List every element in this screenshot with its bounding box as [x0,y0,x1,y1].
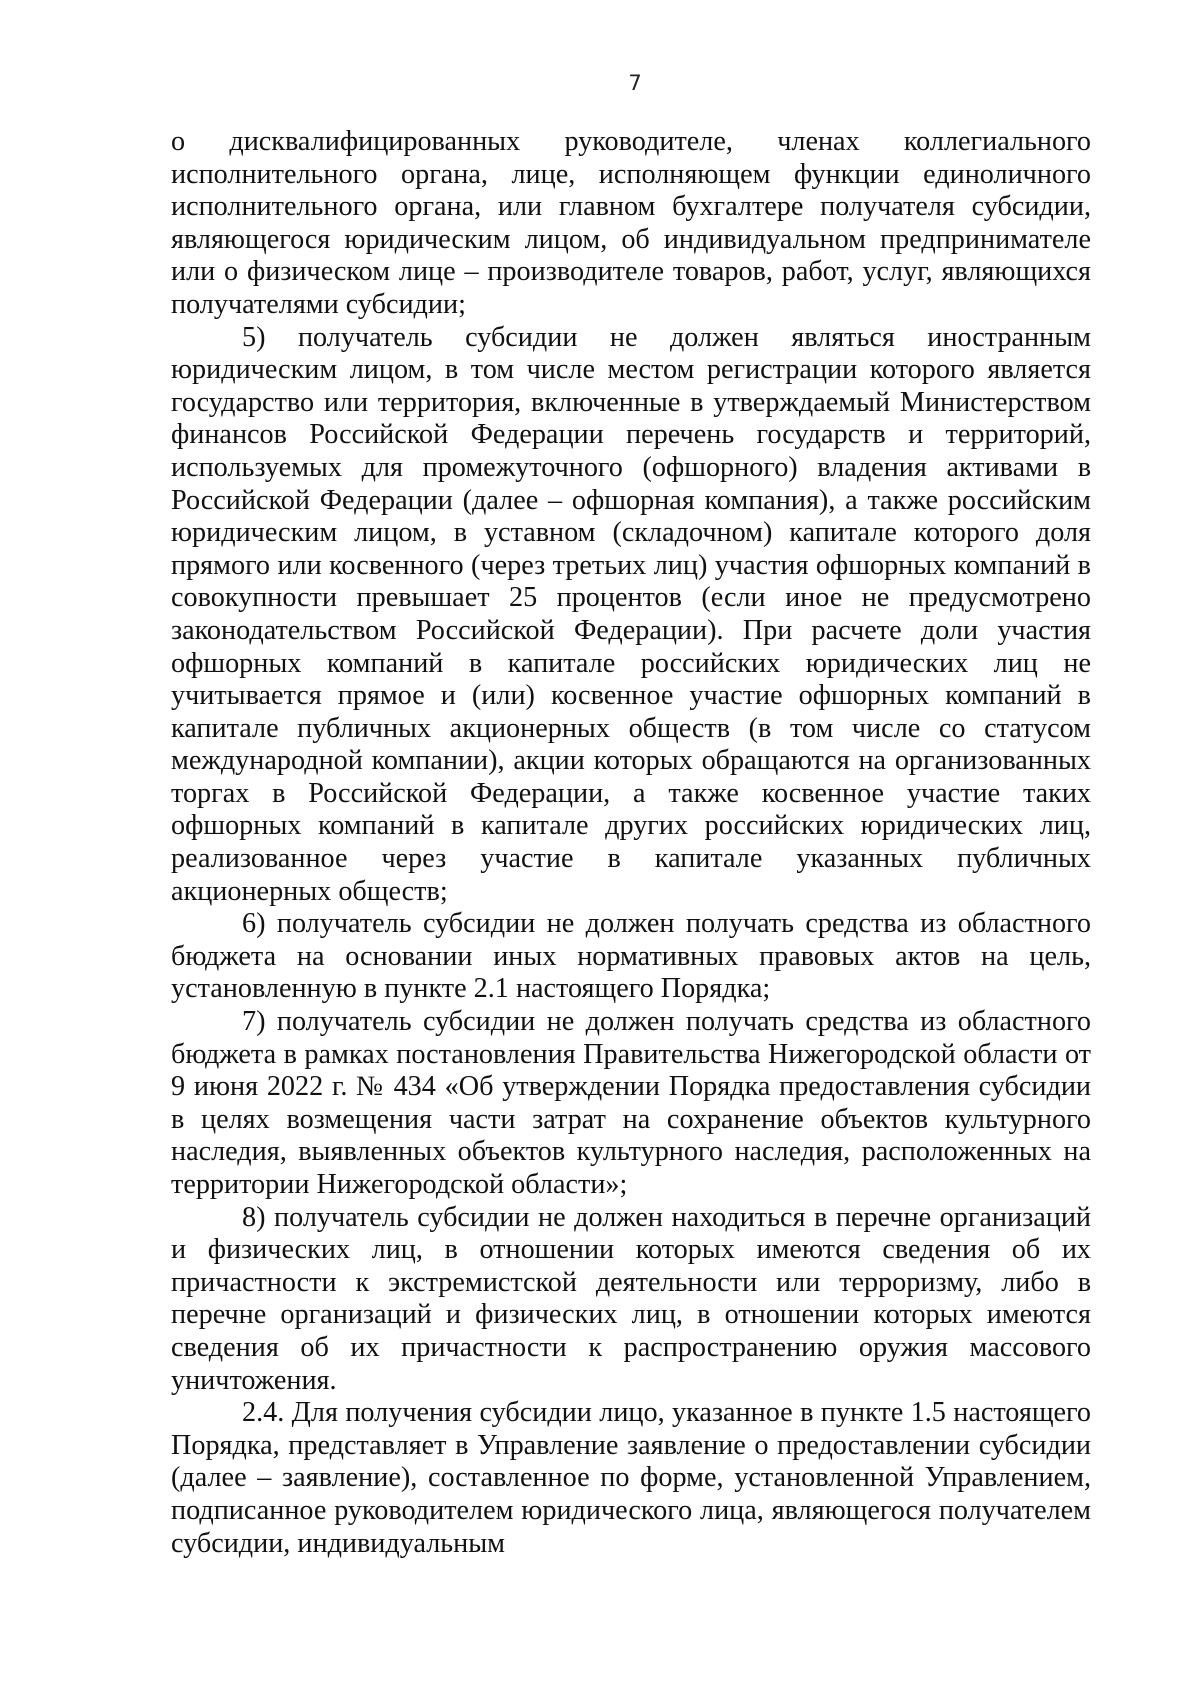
paragraph-item-7-resolution-434: 7) получатель субсидии не должен получать средства из областного бюджета в рамках постановления Правительства Нижегородской области от 9 июня 2022 г. № 434 «Об утверждении Порядка предоставления субсидии в целях возмещения части затрат на сохранение объектов культурного наследия, выявленных объектов культурного наследия, расположенных на территории Нижегородской области»; [171,1006,1091,1200]
paragraph-item-8-extremism-list: 8) получатель субсидии не должен находиться в перечне организаций и физических лиц, в отношении которых имеются сведения об их причастности к экстремистской деятельности или терроризму, либо в перечне организаций и физических лиц, в отношении которых имеются сведения об их причастности к распространению оружия массового уничтожения. [171,1201,1091,1396]
paragraph-item-6-other-acts: 6) получатель субсидии не должен получать средства из областного бюджета на основании иных нормативных правовых актов на цель, установленную в пункте 2.1 настоящего Порядка; [171,908,1091,1005]
page-number: 7 [628,71,642,95]
document-body [171,126,1091,1560]
paragraph-item-5-offshore: 5) получатель субсидии не должен являться иностранным юридическим лицом, в том числе местом регистрации которого является государство или территория, включенные в утверждаемый Министерством финансов Российской Федерации перечень государств и территорий, используемых для промежуточного (офшорного) владения активами в Российской Федерации (далее – офшорная компания), а также российским юридическим лицом, в уставном (складочном) капитале которого доля прямого или косвенного (через третьих лиц) участия офшорных компаний в совокупности превышает 25 процентов (если иное не предусмотрено законодательством Российской Федерации). При расчете доли участия офшорных компаний в капитале российских юридических лиц не учитывается прямое и (или) косвенное участие офшорных компаний в капитале публичных акционерных обществ (в том числе со статусом международной компании), акции которых обращаются на организованных торгах в Российской Федерации, а также косвенное участие таких офшорных компаний в капитале других российских юридических лиц, реализованное через участие в капитале указанных публичных акционерных обществ; [171,321,1091,907]
paragraph-disqualified-persons: о дисквалифицированных руководителе, членах коллегиального исполнительного органа, лице, исполняющем функции единоличного исполнительного органа, или главном бухгалтере получателя субсидии, являющегося юридическим лицом, об индивидуальном предпринимателе или о физическом лице – производителе товаров, работ, услуг, являющихся получателями субсидии; [171,126,1091,320]
paragraph-section-2-4-application: 2.4. Для получения субсидии лицо, указанное в пункте 1.5 настоящего Порядка, представляет в Управление заявление о предоставлении субсидии (далее – заявление), составленное по форме, установленной Управлением, подписанное руководителем юридического лица, являющегося получателем субсидии, индивидуальным [171,1397,1091,1559]
